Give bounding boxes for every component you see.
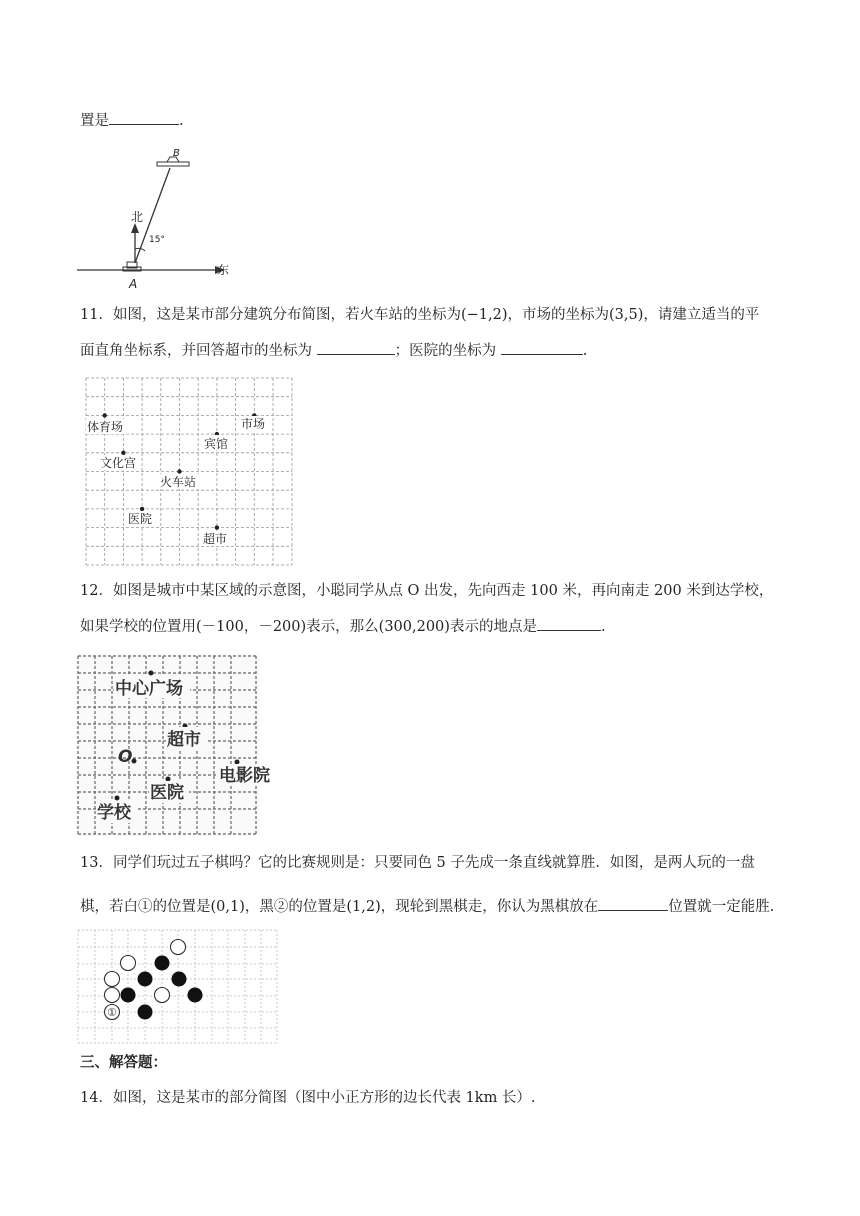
black-stone [138,972,153,987]
place-dot [121,451,125,455]
answer-blank[interactable] [598,896,668,911]
black-stone [172,972,187,987]
q12-line1: 12．如图是城市中某区域的示意图，小聪同学从点 O 出发，先向西走 100 米，再向南走 200 米到达学校， [80,583,774,599]
place-dot [149,671,154,676]
point-o: O [118,747,133,767]
gomoku-board-figure [77,929,279,1045]
q10-tail: 置是 . [80,110,184,131]
black-stone [138,1005,153,1020]
place-cultural-palace: 文化宫 [100,456,137,470]
answer-blank[interactable] [537,616,601,631]
q11-line2: 面直角坐标系，并回答超市的坐标为 ；医院的坐标为 . [80,340,587,361]
place-dot [166,777,171,782]
place-supermarket: 超市 [203,532,228,546]
q14-text: 14．如图，这是某市的部分简图（图中小正方形的边长代表 1km 长）. [80,1090,536,1106]
answer-blank-supermarket[interactable] [317,340,395,355]
black-stone [121,988,136,1003]
answer-blank[interactable] [109,110,179,125]
place-dot [235,760,240,765]
place-supermarket: 超市 [167,730,201,750]
q13-line2: 棋，若白①的位置是(0,1)，黑②的位置是(1,2)，现轮到黑棋走，你认为黑棋放在 位置就一定能胜. [80,896,774,917]
place-hospital: 医院 [128,512,153,526]
black-stone [188,988,203,1003]
white-stone [155,988,170,1003]
city-map-figure [86,378,296,568]
place-stadium: 体育场 [87,420,124,434]
place-central-square: 中心广场 [115,679,183,699]
point-a-label: A [129,277,138,291]
angle-label: 15° [149,235,165,245]
place-market: 市场 [241,417,266,431]
place-cinema: 电影院 [219,766,270,786]
place-school: 学校 [97,803,131,823]
direction-figure [75,143,235,291]
black-stone [155,956,170,971]
white-stone [121,956,136,971]
white-stone [105,988,120,1003]
place-hotel: 宾馆 [204,437,229,451]
east-label: 东 [217,263,230,277]
point-b-label: B [173,148,180,159]
region-map-figure [76,654,270,836]
white-stone [105,972,120,987]
q13-line1: 13．同学们玩过五子棋吗？它的比赛规则是：只要同色 5 子先成一条直线就算胜．如图，是两人玩的一盘 [80,855,755,871]
north-label: 北 [131,210,144,224]
q11-line1: 11．如图，这是某市部分建筑分布简图，若火车站的坐标为(−1,2)，市场的坐标为(3,5)，请建立适当的平 [80,307,760,323]
section-heading: 三、解答题： [80,1055,167,1071]
place-train-station: 火车站 [160,475,197,489]
place-dot [103,413,107,417]
place-dot [215,525,219,529]
place-dot [115,796,120,801]
q12-line2: 如果学校的位置用(－100，－200)表示，那么(300,200)表示的地点是 . [80,616,606,637]
place-hospital: 医院 [150,783,184,803]
place-dot [177,469,181,473]
answer-blank-hospital[interactable] [501,340,583,355]
place-dot [140,507,144,511]
white-stone [171,940,186,955]
white-stone-1-mark: ① [107,1006,117,1019]
